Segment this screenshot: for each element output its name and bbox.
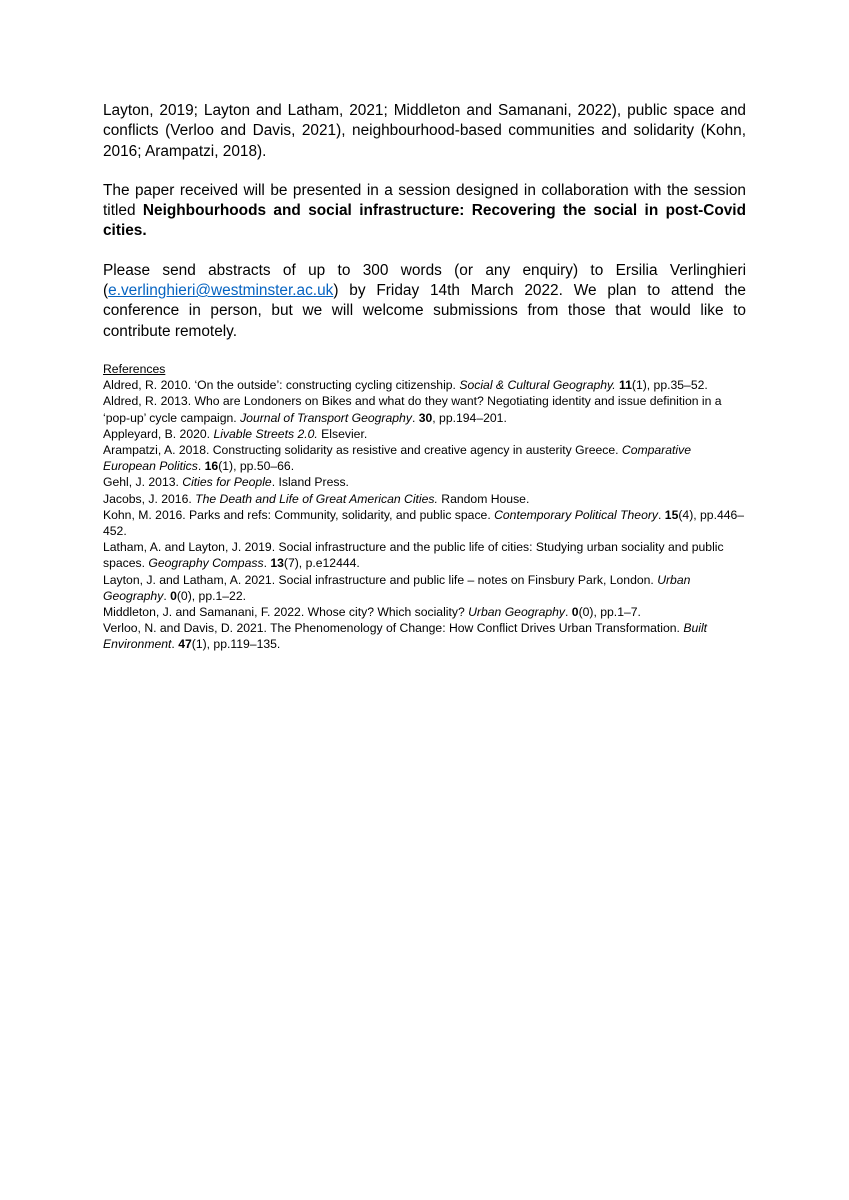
reference-item: Latham, A. and Layton, J. 2019. Social infrastructure and the public life of cities: Studying urban sociality and public spaces. Geography Compass. 13(7), p.e12444.	[103, 540, 724, 571]
reference-authors-title: Latham, A. and Layton, J. 2019. Social infrastructure and the public life of cities: Studying urban sociality and public spaces.	[103, 540, 724, 571]
reference-authors-title: Aldred, R. 2010. ‘On the outside’: constructing cycling citizenship.	[103, 378, 460, 393]
reference-pages: (0), pp.1–22.	[176, 588, 246, 603]
submission-text-after: ) by Friday 14th March 2022. We plan to attend the conference in person, but we will welcome submissions from those that would like to contribute remotely.	[103, 282, 746, 340]
reference-item: Verloo, N. and Davis, D. 2021. The Phenomenology of Change: How Conflict Drives Urban Transformation. Built Environment. 47(1), pp.119–135.	[103, 621, 708, 652]
reference-authors-title: Middleton, J. and Samanani, F. 2022. Whose city? Which sociality?	[103, 605, 469, 620]
reference-pages: Random House.	[437, 491, 530, 506]
reference-source: The Death and Life of Great American Cities.	[195, 491, 438, 506]
reference-volume: 11	[619, 378, 632, 393]
reference-authors-title: Appleyard, B. 2020.	[103, 426, 214, 441]
reference-item: Arampatzi, A. 2018. Constructing solidarity as resistive and creative agency in austerity Greece. Comparative European Politics. 16(1), pp.50–66.	[103, 442, 691, 474]
references-heading: References	[103, 361, 166, 376]
reference-item: Middleton, J. and Samanani, F. 2022. Whose city? Which sociality? Urban Geography. 0(0), pp.1–7.	[103, 605, 641, 620]
reference-source: Cities for People	[182, 475, 272, 490]
document-body	[103, 101, 746, 653]
reference-volume: 0	[571, 605, 579, 620]
reference-pages: Elsevier.	[317, 426, 368, 441]
reference-source: Urban Geography	[103, 572, 691, 603]
reference-authors-title: Layton, J. and Latham, A. 2021. Social infrastructure and public life – notes on Finsbury Park, London.	[103, 572, 658, 587]
email-link[interactable]: e.verlinghieri@westminster.ac.uk	[108, 282, 334, 300]
session-intro-text: The paper received will be presented in a session designed in collaboration with the session titled	[103, 181, 746, 220]
reference-volume: 16	[204, 459, 219, 474]
reference-pages: . Island Press.	[271, 475, 349, 490]
reference-pages: (1), pp.119–135.	[191, 637, 281, 652]
reference-authors-title: Aldred, R. 2013. Who are Londoners on Bikes and what do they want? Negotiating identity and issue definition in a ‘pop-up’ cycle campaign.	[103, 394, 722, 425]
reference-item	[103, 426, 746, 442]
reference-source: Urban Geography	[468, 605, 566, 620]
reference-volume: 13	[270, 556, 284, 571]
reference-pages: (4), pp.446–452.	[103, 507, 745, 538]
reference-pages: (1), pp.35–52.	[631, 378, 708, 393]
reference-item	[103, 377, 746, 393]
reference-authors-title: Jacobs, J. 2016.	[103, 491, 196, 506]
reference-source: Comparative European Politics	[103, 442, 691, 474]
reference-pages: (0), pp.1–7.	[578, 605, 641, 620]
reference-source: Built Environment	[103, 621, 708, 652]
paragraph-session	[103, 181, 746, 242]
session-title: Neighbourhoods and social infrastructure: Recovering the social in post-Covid cities.	[103, 202, 746, 240]
reference-item	[103, 491, 746, 507]
reference-item: Layton, J. and Latham, A. 2021. Social infrastructure and public life – notes on Finsbury Park, London. Urban Geography. 0(0), pp.1–22.	[103, 572, 691, 603]
reference-authors-title: Gehl, J. 2013.	[103, 475, 183, 490]
reference-pages: (1), pp.50–66.	[218, 459, 295, 474]
reference-pages: , pp.194–201.	[432, 410, 507, 425]
reference-item: Aldred, R. 2013. Who are Londoners on Bikes and what do they want? Negotiating identity and issue definition in a ‘pop-up’ cycle campaign. Journal of Transport Geography. 30, pp.194–201.	[103, 394, 722, 425]
reference-authors-title: Arampatzi, A. 2018. Constructing solidarity as resistive and creative agency in austerity Greece.	[103, 442, 622, 457]
reference-source: Journal of Transport Geography	[240, 410, 412, 425]
reference-item	[103, 474, 746, 490]
reference-authors-title: Kohn, M. 2016. Parks and refs: Community, solidarity, and public space.	[103, 507, 495, 522]
reference-pages: (7), p.e12444.	[283, 556, 360, 571]
reference-authors-title: Verloo, N. and Davis, D. 2021. The Phenomenology of Change: How Conflict Drives Urban Transformation.	[103, 621, 684, 636]
reference-volume: 30	[418, 410, 433, 425]
reference-volume: 0	[170, 588, 177, 603]
reference-source: Livable Streets 2.0.	[213, 426, 318, 441]
reference-volume: 15	[664, 507, 679, 522]
reference-volume: 47	[178, 637, 192, 652]
reference-item: Kohn, M. 2016. Parks and refs: Community, solidarity, and public space. Contemporary Political Theory. 15(4), pp.446–452.	[103, 507, 745, 538]
paragraph-topics: Layton, 2019; Layton and Latham, 2021; Middleton and Samanani, 2022), public space and conflicts (Verloo and Davis, 2021), neighbourhood-based communities and solidarity (Kohn, 2016; Arampatzi, 2018).	[103, 102, 746, 160]
submission-text-before: Please send abstracts of up to 300 words (or any enquiry) to Ersilia Verlinghieri (	[103, 261, 746, 300]
references-section	[103, 361, 746, 653]
reference-source: Geography Compass	[148, 556, 264, 571]
reference-source: Contemporary Political Theory	[494, 507, 659, 522]
references-list	[103, 377, 746, 652]
reference-source: Social & Cultural Geography.	[459, 378, 616, 393]
paragraph-submission	[103, 261, 746, 342]
